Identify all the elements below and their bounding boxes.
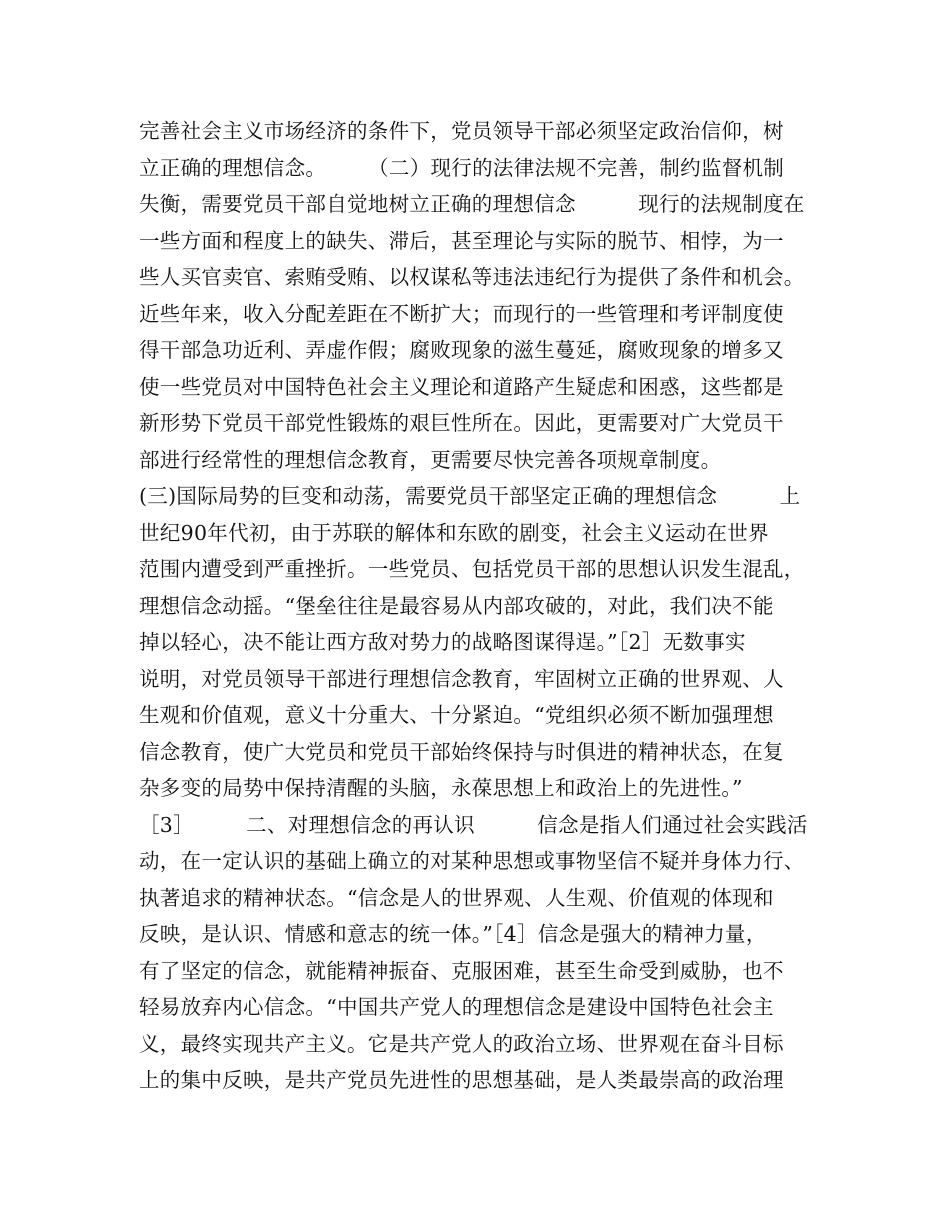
text-line: 使一些党员对中国特色社会主义理论和道路产生疑虑和困惑，这些都是 <box>139 374 784 399</box>
text-line: 范围内遭受到严重挫折。一些党员、包括党员干部的思想认识发生混乱， <box>139 557 805 581</box>
text-line: 信念教育，使广大党员和党员干部始终保持与时俱进的精神状态，在复 <box>139 739 784 764</box>
text-line: 动，在一定认识的基础上确立的对某种思想或事物坚信不疑并身体力行、 <box>139 849 805 873</box>
text-line: (三)国际局势的巨变和动荡，需要党员干部坚定正确的理想信念 上 <box>139 484 801 508</box>
text-line: 立正确的理想信念。 （二）现行的法律法规不完善，制约监督机制 <box>139 155 785 180</box>
text-line: 说明，对党员领导干部进行理想信念教育，牢固树立正确的世界观、人 <box>139 666 784 691</box>
text-line: 上的集中反映，是共产党员先进性的思想基础，是人类最崇高的政治理 <box>139 1068 784 1092</box>
text-line: 世纪90年代初，由于苏联的解体和东欧的剧变，社会主义运动在世界 <box>139 520 769 545</box>
text-line: 新形势下党员干部党性锻炼的艰巨性所在。因此，更需要对广大党员干 <box>139 411 784 435</box>
text-line: 执著追求的精神状态。“信念是人的世界观、人生观、价值观的体现和 <box>139 885 774 910</box>
text-line: 轻易放弃内心信念。“中国共产党人的理想信念是建设中国特色社会主 <box>139 995 774 1019</box>
text-line: 有了坚定的信念，就能精神振奋、克服困难，甚至生命受到威胁，也不 <box>139 958 784 983</box>
text-line: 得干部急功近利、弄虚作假；腐败现象的滋生蔓延，腐败现象的增多又 <box>139 338 784 362</box>
text-line: 些人买官卖官、索贿受贿、以权谋私等违法违纪行为提供了条件和机会。 <box>139 265 805 289</box>
text-line: 理想信念动摇。“堡垒往往是最容易从内部攻破的，对此，我们决不能 <box>139 593 774 618</box>
text-line: 部进行经常性的理想信念教育，更需要尽快完善各项规章制度。 <box>139 447 722 472</box>
text-line: 失衡，需要党员干部自觉地树立正确的理想信念 现行的法规制度在 <box>139 192 805 216</box>
text-line: 近些年来，收入分配差距在不断扩大；而现行的一些管理和考评制度使 <box>139 301 784 326</box>
text-line: 一些方面和程度上的缺失、滞后，甚至理论与实际的脱节、相悖，为一 <box>139 228 784 253</box>
text-line: 生观和价值观，意义十分重大、十分紧迫。“党组织必须不断加强理想 <box>139 703 774 727</box>
text-line: 反映，是认识、情感和意志的统一体。”［4］信念是强大的精神力量， <box>139 922 767 946</box>
text-line: 完善社会主义市场经济的条件下，党员领导干部必须坚定政治信仰，树 <box>139 119 784 143</box>
text-line: 杂多变的局势中保持清醒的头脑，永葆思想上和政治上的先进性。” <box>139 776 743 800</box>
text-line: 掉以轻心，决不能让西方敌对势力的战略图谋得逞。”［2］无数事实 <box>139 630 746 654</box>
body-text <box>139 113 829 1099</box>
text-line: ［3］ 二、对理想信念的再认识 信念是指人们通过社会实践活 <box>139 812 808 837</box>
text-line: 义，最终实现共产主义。它是共产党人的政治立场、世界观在奋斗目标 <box>139 1031 784 1056</box>
